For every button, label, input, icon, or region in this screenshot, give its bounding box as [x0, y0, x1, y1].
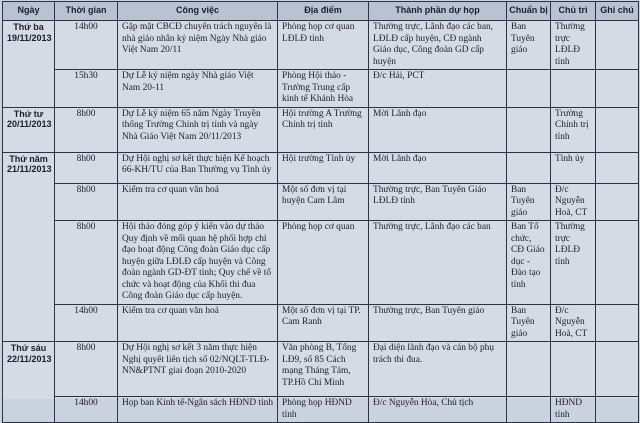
place-cell: Phòng họp HĐND tỉnh	[278, 397, 369, 423]
table-row	[3, 397, 639, 423]
table-row	[3, 70, 639, 108]
notes-cell	[596, 221, 639, 305]
place-cell: Hội trường Tỉnh ủy	[278, 152, 369, 183]
preparation-cell: Ban Tổ chức, CĐ Giáo dục - Đào tạo tỉnh	[507, 221, 551, 305]
notes-cell	[596, 70, 639, 108]
work-cell: Dự Lễ kỷ niệm 65 năm Ngày Truyền thống Trường Chính trị tỉnh và ngày Nhà Giáo Việt Nam 20/11/2013	[118, 107, 278, 152]
time-cell: 8h00	[55, 342, 118, 397]
chair-cell	[551, 342, 596, 397]
time-cell: 14h00	[55, 397, 118, 423]
header-day: Ngày	[3, 2, 55, 21]
time-cell: 8h00	[55, 152, 118, 183]
work-cell: Kiểm tra cơ quan văn hoá	[118, 183, 278, 221]
preparation-cell	[507, 107, 551, 152]
day-cell: Thứ năm 21/11/2013	[3, 152, 55, 342]
preparation-cell: Ban Tuyên giáo	[507, 183, 551, 221]
schedule-table	[2, 1, 639, 423]
header-participants: Thành phần dự họp	[369, 2, 507, 21]
preparation-cell: Ban Tuyên giáo	[507, 304, 551, 342]
participants-cell: Thường trực, Lãnh đạo các ban	[369, 221, 507, 305]
time-cell: 8h00	[55, 221, 118, 305]
chair-cell: Tỉnh ủy	[551, 152, 596, 183]
header-place: Địa điểm	[278, 2, 369, 21]
chair-cell: Đ/c Nguyễn Hoà, CT	[551, 183, 596, 221]
work-cell: Hội thảo đóng góp ý kiến vào dự thảo Quy định về mối quan hệ phối hợp chỉ đạo hoạt động Công đoàn Giáo dục cấp huyện giữa LĐLĐ cấp huyện và Công đoàn ngành GD-ĐT tỉnh; Quy chế về tổ chức và hoạt động của Khối thi đua Công đoàn Giáo dục cấp huyện.	[118, 221, 278, 305]
time-cell: 8h00	[55, 183, 118, 221]
chair-cell: HĐND tỉnh	[551, 397, 596, 423]
participants-cell: Thường trực, Lãnh đạo các ban, LĐLĐ cấp huyện, CĐ ngành Giáo dục, Công đoàn GD cấp huyện	[369, 21, 507, 70]
day-cell: Thứ sáu 22/11/2013	[3, 342, 55, 423]
notes-cell	[596, 304, 639, 342]
work-cell: Dự Hội nghị sơ kết thực hiện Kế hoạch 66-KH/TU của Ban Thường vụ Tỉnh ủy	[118, 152, 278, 183]
place-cell: Một số đơn vị tại TP. Cam Ranh	[278, 304, 369, 342]
header-work: Công việc	[118, 2, 278, 21]
notes-cell	[596, 342, 639, 397]
participants-cell: Đại diện lãnh đạo và cán bộ phụ trách thi đua.	[369, 342, 507, 397]
table-row	[3, 342, 639, 397]
work-cell: Gặp mặt CBCĐ chuyên trách nguyên là nhà giáo nhân kỷ niệm Ngày Nhà giáo Việt Nam 20/11	[118, 21, 278, 70]
chair-cell	[551, 70, 596, 108]
place-cell: Hội trường A Trường Chính trị tỉnh	[278, 107, 369, 152]
header-chair: Chủ trì	[551, 2, 596, 21]
participants-cell: Mời Lãnh đạo	[369, 152, 507, 183]
header-time: Thời gian	[55, 2, 118, 21]
time-cell: 14h00	[55, 304, 118, 342]
notes-cell	[596, 21, 639, 70]
place-cell: Phòng họp cơ quan	[278, 221, 369, 305]
work-cell: Dự Lễ kỷ niệm ngày Nhà giáo Việt Nam 20-11	[118, 70, 278, 108]
notes-cell	[596, 152, 639, 183]
work-cell: Kiểm tra cơ quan văn hoá	[118, 304, 278, 342]
chair-cell: Thường trực LĐLĐ tỉnh	[551, 221, 596, 305]
notes-cell	[596, 107, 639, 152]
header-preparation: Chuẩn bị	[507, 2, 551, 21]
notes-cell	[596, 183, 639, 221]
chair-cell: Đ/c Nguyễn Hoà, CT	[551, 304, 596, 342]
preparation-cell	[507, 397, 551, 423]
preparation-cell: Ban Tuyên giáo	[507, 21, 551, 70]
participants-cell: Mời Lãnh đạo	[369, 107, 507, 152]
table-row	[3, 221, 639, 305]
preparation-cell	[507, 342, 551, 397]
notes-cell	[596, 397, 639, 423]
table-row	[3, 107, 639, 152]
participants-cell: Thường trực, Ban Tuyên Giáo LĐLĐ tỉnh	[369, 183, 507, 221]
table-row	[3, 21, 639, 70]
place-cell: Văn phòng B, Tổng LĐ9, số 85 Cách mạng Tháng Tám, TP.Hồ Chí Minh	[278, 342, 369, 397]
place-cell: Phòng họp cơ quan LĐLĐ tỉnh	[278, 21, 369, 70]
day-cell: Thứ tư 20/11/2013	[3, 107, 55, 152]
participants-cell: Đ/c Nguyễn Hòa, Chủ tịch	[369, 397, 507, 423]
time-cell: 15h30	[55, 70, 118, 108]
header-notes: Ghi chú	[596, 2, 639, 21]
place-cell: Phòng Hội thảo - Trường Trung cấp kinh tế Khánh Hòa	[278, 70, 369, 108]
participants-cell: Thường trực, Ban Tuyên giáo	[369, 304, 507, 342]
schedule-sheet	[2, 1, 638, 420]
table-row	[3, 304, 639, 342]
day-cell: Thứ ba 19/11/2013	[3, 21, 55, 108]
preparation-cell	[507, 70, 551, 108]
work-cell: Dự Hội nghị sơ kết 3 năm thực hiện Nghị quyết liên tịch số 02/NQLT-TLĐ-NN&PTNT giai đoạn 2010-2020	[118, 342, 278, 397]
place-cell: Một số đơn vị tại huyện Cam Lâm	[278, 183, 369, 221]
preparation-cell	[507, 152, 551, 183]
header-row	[3, 2, 639, 21]
chair-cell: Thường trực LĐLĐ tỉnh	[551, 21, 596, 70]
chair-cell: Trường Chính trị tỉnh	[551, 107, 596, 152]
table-row	[3, 152, 639, 183]
participants-cell: Đ/c Hải, PCT	[369, 70, 507, 108]
table-row	[3, 183, 639, 221]
time-cell: 8h00	[55, 107, 118, 152]
work-cell: Họp ban Kinh tế-Ngân sách HĐND tỉnh	[118, 397, 278, 423]
time-cell: 14h00	[55, 21, 118, 70]
